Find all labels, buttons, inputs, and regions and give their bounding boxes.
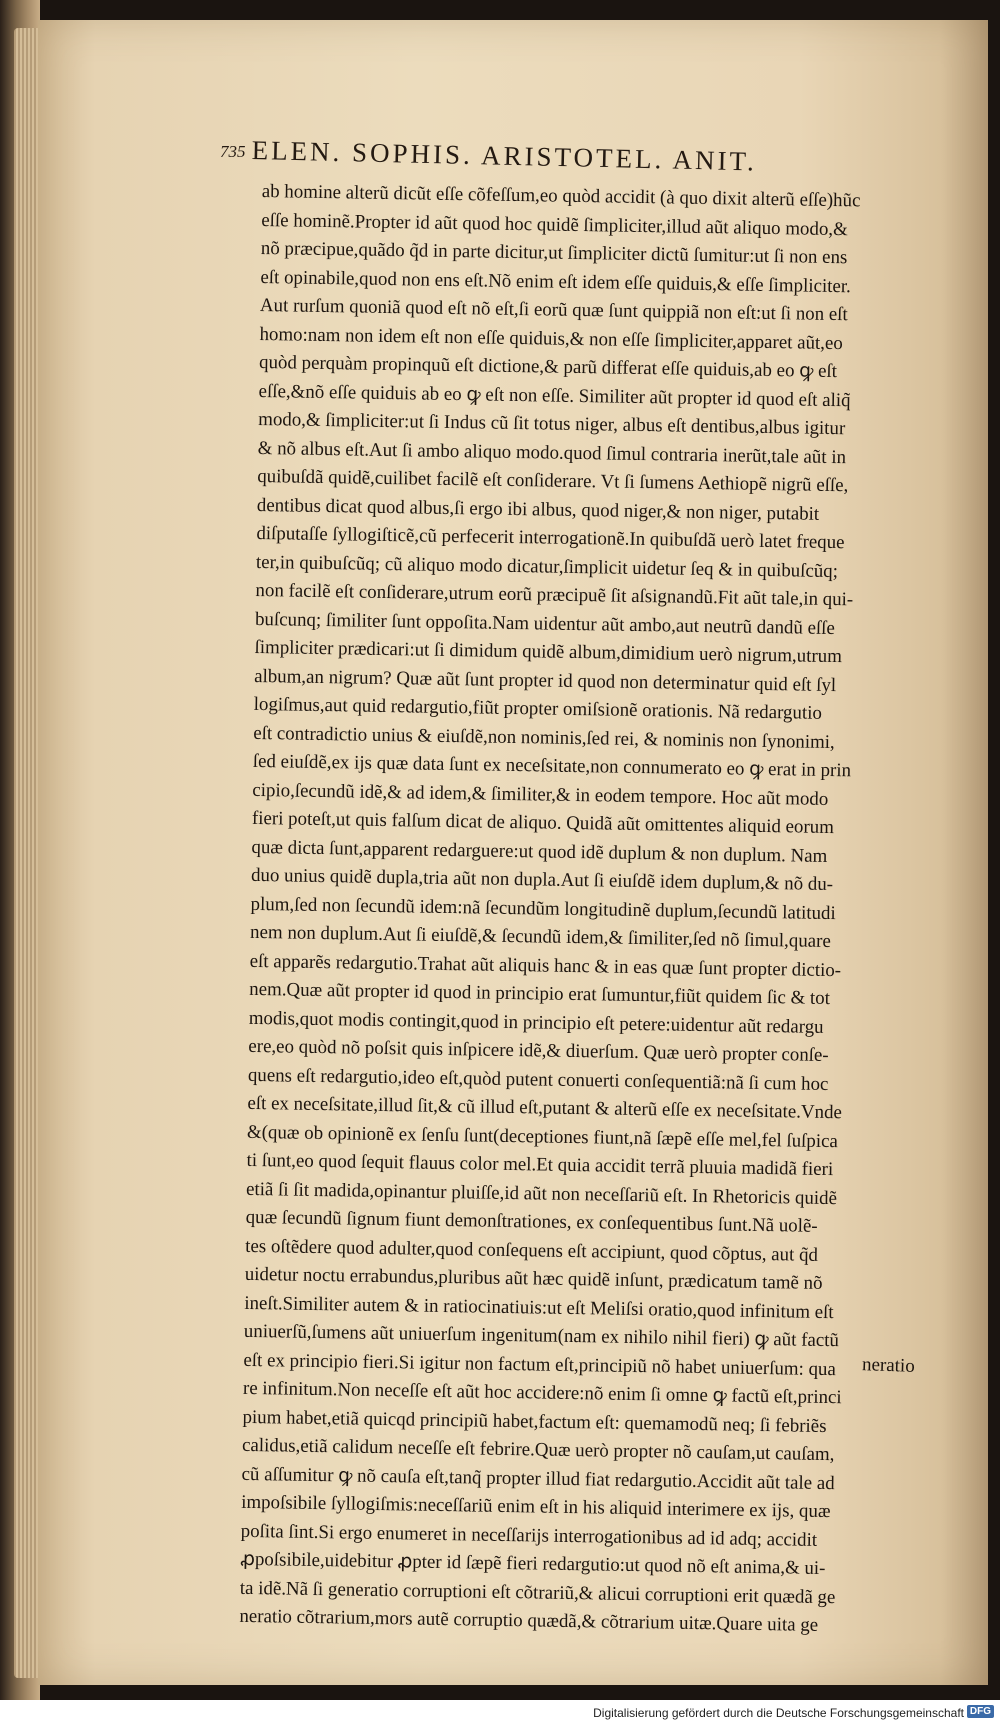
text-line: neratio cõtrarium,mors autẽ corruptio quædã,& cõtrarium uitæ.Quare uita ge (239, 1605, 819, 1636)
text-line: ab homine alterũ dicũt eſſe cõfeſſum,eo quòd accidit (à quo dixit alterũ eſſe)hũc (261, 180, 861, 212)
text-line: non facilẽ eſt conſiderare,utrum eorũ præcipuẽ ſit aſsignandũ.Fit aũt tale,in qui- (255, 579, 854, 611)
text-line: nõ præcipue,quãdo q̃d in parte dicitur,ut ſimpliciter dictũ ſumitur:ut ſi non ens (260, 237, 848, 269)
text-line: eſt apparẽs redargutio.Trahat aũt aliquis hanc & in eas quæ ſunt propter dictio- (249, 950, 842, 981)
text-line: eſt contradictio unius & eiuſdẽ,non nominis,ſed rei, & nominis non ſynonimi, (253, 722, 835, 753)
text-line: tes oſtẽdere quod adulter,quod conſequens eſt accipiunt, quod cõptus, aut q̃d (245, 1235, 819, 1266)
text-line: homo:nam non idem eſt non eſſe quiduis,& non eſſe ſimpliciter,apparet aũt,eo (259, 323, 843, 354)
text-line: dentibus dicat quod albus,ſi ergo ibi albus, quod niger,& non niger, putabit (256, 494, 820, 525)
text-line: & nõ albus eſt.Aut ſi ambo aliquo modo.quod ſimul contraria inerũt,tale aũt in (257, 437, 847, 468)
text-line: eſt ex neceſsitate,illud ſit,& cũ illud eſt,putant & alterũ eſſe ex neceſsitate.Vnde (247, 1092, 843, 1124)
text-line: eſſe,&nõ eſſe quiduis ab eo ꝙ eſt non eſſe. Similiter aũt propter id quod eſt aliq̃ (258, 380, 851, 411)
text-line: fieri poteſt,ut quis falſum dicat de aliquo. Quidã aũt omittentes aliquid eorum (251, 807, 835, 839)
text-line: re infinitum.Non neceſſe eſt aũt hoc accidere:nõ enim ſi omne ꝙ factũ eſt,princi (242, 1377, 842, 1409)
text-line: uniuerſũ,ſumens aũt uniuerſum ingenitum(nam ex nihilo nihil fieri) ꝙ aũt factũ (243, 1320, 840, 1352)
text-line: eſſe hominẽ.Propter id aũt quod hoc quidẽ ſimpliciter,illud aũt aliquo modo,& (261, 209, 848, 240)
running-head: ELEN. SOPHIS. ARISTOTEL. ANIT. (251, 135, 758, 177)
text-line: quæ ſecundũ ſignum fiunt demonſtrationes, ex conſequentibus ſunt.Nã uolẽ- (245, 1206, 818, 1237)
text-line: quòd perquàm propinquũ eſt dictione,& parũ differat eſſe quiduis,ab eo ꝙ eſt (258, 351, 838, 383)
text-line: nem non duplum.Aut ſi eiuſdẽ,& ſecundũ idem,& ſimiliter,ſed nõ ſimul,quare (249, 921, 831, 953)
text-line: eſt opinabile,quod non ens eſt.Nõ enim eſt idem eſſe quiduis,& eſſe ſimpliciter. (260, 266, 851, 297)
page-number: 735 (220, 142, 246, 161)
body-text (239, 178, 922, 1642)
text-line: poſita ſint.Si ergo enumeret in neceſſarijs interrogationibus ad id adq; accidit (240, 1520, 818, 1551)
text-line: Aut rurſum quoniã quod eſt nõ eſt,ſi eorũ quæ ſunt quippiã non eſt:ut ſi non eſt (259, 294, 848, 326)
text-line: ꝓpoſsibile,uidebitur ꝓpter id ſæpẽ fieri redargutio:ut quod nõ eſt anima,& ui- (240, 1548, 826, 1580)
catchword: neratio (861, 1354, 916, 1377)
text-line: cipio,ſecundũ idẽ,& ad idem,& ſimiliter,& in eodem tempore. Hoc aũt modo (252, 779, 829, 810)
text-line: quæ dicta ſunt,apparent redarguere:ut quod idẽ duplum & non duplum. Nam (251, 836, 828, 867)
text-line: nem.Quæ aũt propter id quod in principio erat ſumuntur,fiũt quidem ſic & tot (249, 978, 831, 1010)
text-line: calidus,etiã calidum neceſſe eſt febrire.Quæ uerò propter nõ cauſam,ut cauſam, (241, 1434, 835, 1466)
text-line: ineſt.Similiter autem & in ratiocinatiuis:ut eſt Meliſsi oratio,quod infinitum eſt (244, 1292, 834, 1323)
text-line: impoſsibile ſyllogiſmis:neceſſariũ enim eſt in his aliquid interimere ex ijs, quæ (241, 1491, 831, 1523)
text-line: cũ aſſumitur ꝙ nõ cauſa eſt,tanq̃ propter illud fiat redargutio.Accidit aũt tale ad (241, 1463, 835, 1494)
text-line: buſcunq; ſimiliter ſunt oppoſita.Nam uidentur aũt ambo,aut neutrũ dandũ eſſe (254, 608, 836, 639)
text-line: uidetur noctu errabundus,pluribus aũt hæc quidẽ inſunt, prædicatum tamẽ nõ (244, 1263, 823, 1294)
text-line: album,an nigrum? Quæ aũt ſunt propter id quod non determinatur quid eſt ſyl (254, 665, 837, 696)
text-line: diſputaſſe ſyllogiſticẽ,cũ perfecerit interrogationẽ.In quibuſdã uerò latet freque (256, 522, 845, 554)
text-line: &(quæ ob opinionẽ ex ſenſu ſunt(deceptiones fiunt,nã ſæpẽ eſſe mel,fel ſuſpica (246, 1121, 839, 1152)
text-line: ere,eo quòd nõ poſsit quis inſpicere idẽ,& diuerſum. Quæ uerò propter conſe- (248, 1035, 829, 1067)
text-line: eſt ex principio fieri.Si igitur non factum eſt,principiũ nõ habet uniuerſum: qua (243, 1349, 837, 1380)
text-line: ſed eiuſdẽ,ex ijs quæ data ſunt ex neceſsitate,non connumerato eo ꝙ erat in prin (252, 750, 852, 782)
dfg-logo: DFG (967, 1705, 994, 1718)
text-line: ti ſunt,eo quod ſequit flauus color mel.Et quia accidit terrã pluuia madidã fieri (246, 1149, 834, 1181)
text-line: ta idẽ.Nã ſi generatio corruptioni eſt cõtrariũ,& alicui corruptioni erit quædã ge (239, 1577, 836, 1608)
text-line: modo,& ſimpliciter:ut ſi Indus cũ ſit totus niger, albus eſt dentibus,albus igitur (258, 408, 846, 440)
text-line: duo unius quidẽ dupla,tria aũt non dupla.Aut ſi eiuſdẽ idem duplum,& nõ du- (250, 864, 834, 896)
text-line: quibuſdã quidẽ,cuilibet facilẽ eſt conſiderare. Vt ſi ſumens Aethiopẽ nigrũ eſſe, (257, 465, 849, 497)
text-line: ſimpliciter prædicari:ut ſi dimidum quidẽ album,dimidium uerò nigrum,utrum (254, 636, 843, 668)
text-line: etiã ſi ſit madida,opinantur pluiſſe,id aũt non neceſſariũ eſt. In Rhetoricis quidẽ (245, 1178, 838, 1209)
digitization-credit: Digitalisierung gefördert durch die Deutsche Forschungsgemeinschaft (593, 1706, 964, 1720)
text-line: plum,ſed non ſecundũ idem:nã ſecundũm longitudinẽ duplum,ſecundũ latitudi (250, 893, 836, 924)
text-line: modis,quot modis contingit,quod in principio eſt petere:uidentur aũt redargu (248, 1007, 824, 1038)
text-line: quens eſt redargutio,ideo eſt,quòd putent conuerti conſequentiã:nã ſi cum hoc (247, 1064, 829, 1095)
text-line: pium habet,etiã quicqd principiũ habet,factum eſt: quemamodũ neq; ſi febriẽs (242, 1406, 827, 1437)
text-line: logiſmus,aut quid redargutio,fiũt propter omiſsionẽ orationis. Nã redargutio (253, 693, 823, 724)
text-line: ter,in quibuſcũq; cũ aliquo modo dicatur,ſimplicit uidetur ſeq & in quibuſcũq; (255, 551, 839, 582)
